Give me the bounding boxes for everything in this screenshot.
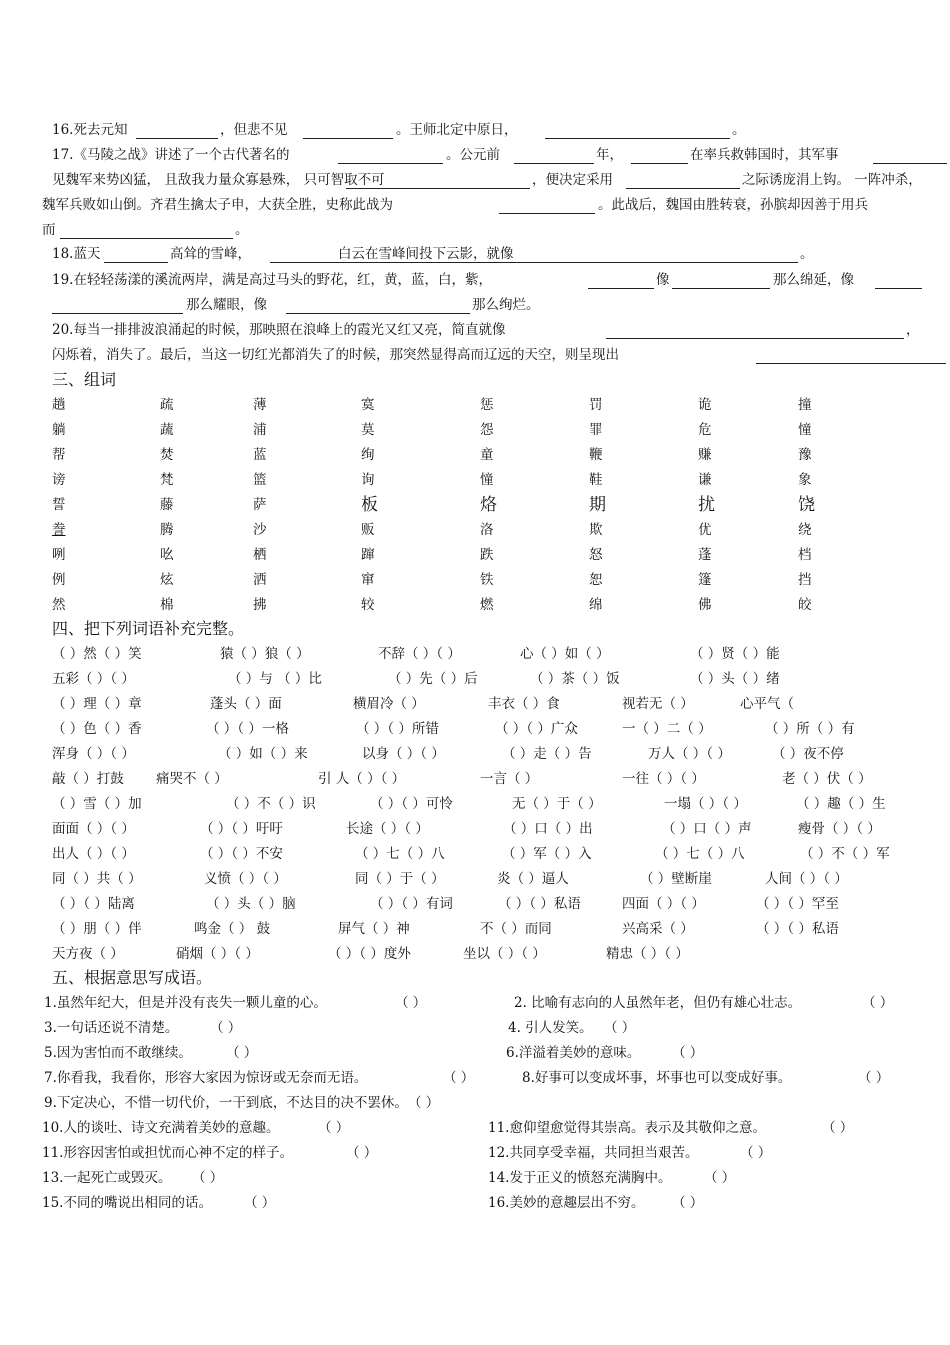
idiom-item[interactable]: （ ）（ ）所错 <box>356 721 439 737</box>
fill-in-text: 17.《马陵之战》讲述了一个古代著名的 <box>52 147 290 163</box>
word-char: 例 <box>52 572 66 588</box>
word-char: 佛 <box>698 597 712 613</box>
meaning-item: 13.一起死亡或毁灭。 <box>42 1170 172 1186</box>
idiom-item[interactable]: 硝烟（ ）（ ） <box>176 946 259 962</box>
word-char: 扰 <box>698 495 715 515</box>
fill-in-text: 那么耀眼，像 <box>186 297 267 313</box>
word-char: 鞭 <box>589 447 603 463</box>
word-char: 赚 <box>698 447 712 463</box>
idiom-item[interactable]: 不（ ）而同 <box>480 921 552 937</box>
idiom-item[interactable]: 屏气（ ）神 <box>338 921 410 937</box>
idiom-item[interactable]: 一往（ ）（ ） <box>622 771 705 787</box>
meaning-item[interactable]: （ ） <box>604 1020 636 1036</box>
word-char: 谦 <box>698 472 712 488</box>
meaning-item[interactable]: （ ） <box>346 1145 378 1161</box>
idiom-item[interactable]: （ ）然（ ）笑 <box>52 646 142 662</box>
meaning-item[interactable]: （ ） <box>318 1120 350 1136</box>
word-char: 期 <box>589 495 606 515</box>
section-heading: 四、把下列词语补充完整。 <box>52 619 245 638</box>
fill-in-text: 那么绚烂。 <box>472 297 540 313</box>
answer-blank[interactable] <box>756 363 946 364</box>
word-char: 焚 <box>160 447 174 463</box>
word-char: 燃 <box>480 597 494 613</box>
word-char: 罪 <box>589 422 603 438</box>
idiom-item[interactable]: （ ）趣（ ）生 <box>796 796 886 812</box>
idiom-item[interactable]: （ ）（ ）广众 <box>495 721 578 737</box>
meaning-item: 7.你看我，我看你，形容大家因为惊讶或无奈而无语。 <box>44 1070 368 1086</box>
meaning-item: 4. 引人发笑。 <box>508 1020 593 1036</box>
word-char: 洛 <box>480 522 494 538</box>
meaning-item[interactable]: （ ） <box>704 1170 736 1186</box>
word-char: 栖 <box>253 547 267 563</box>
word-char: 象 <box>798 472 812 488</box>
answer-blank[interactable] <box>875 288 922 289</box>
word-char: 寞 <box>361 397 375 413</box>
word-char: 誓 <box>52 497 66 513</box>
idiom-item[interactable]: （ ）（ ）罕至 <box>756 896 839 912</box>
meaning-item: 8.好事可以变成坏事，坏事也可以变成好事。 <box>522 1070 792 1086</box>
word-char: 拂 <box>253 597 267 613</box>
meaning-item[interactable]: （ ） <box>210 1020 242 1036</box>
word-char: 篷 <box>698 572 712 588</box>
meaning-item[interactable]: （ ） <box>226 1045 258 1061</box>
fill-in-text: ，便决定采用 <box>532 172 613 188</box>
idiom-item[interactable]: （ ）理（ ）章 <box>52 696 142 712</box>
idiom-item[interactable]: （ ）不（ ）识 <box>226 796 316 812</box>
idiom-item[interactable]: （ ）（ ）可怜 <box>370 796 453 812</box>
word-char: 莫 <box>361 422 375 438</box>
meaning-item[interactable]: （ ） <box>244 1195 276 1211</box>
word-char: 炫 <box>160 572 174 588</box>
idiom-item[interactable]: 人间（ ）（ ） <box>765 871 848 887</box>
answer-blank[interactable] <box>60 238 233 239</box>
word-char: 板 <box>361 495 378 515</box>
answer-blank[interactable] <box>514 163 594 164</box>
meaning-item: 2. 比喻有志向的人虽然年老，但仍有雄心壮志。 <box>514 995 802 1011</box>
word-char: 绚 <box>361 447 375 463</box>
word-char: 萨 <box>253 497 267 513</box>
fill-in-text: 。 <box>235 222 249 238</box>
word-char: 烙 <box>480 495 497 515</box>
idiom-item[interactable]: 猿（ ）狼（ ） <box>220 646 310 662</box>
idiom-item[interactable]: 万人（ ）（ ） <box>648 746 731 762</box>
idiom-item[interactable]: 坐以（ ）（ ） <box>463 946 546 962</box>
word-char: 恕 <box>589 572 603 588</box>
word-char: 吆 <box>160 547 174 563</box>
idiom-item[interactable]: （ ）夜不停 <box>772 746 844 762</box>
meaning-item: 11.愈仰望愈觉得其崇高。表示及其敬仰之意。 <box>488 1120 766 1136</box>
answer-blank[interactable] <box>626 188 740 189</box>
meaning-item[interactable]: （ ） <box>672 1045 704 1061</box>
word-char: 疏 <box>160 397 174 413</box>
word-char: 跌 <box>480 547 494 563</box>
idiom-item[interactable]: （ ）七（ ）八 <box>655 846 745 862</box>
meaning-item: 1.虽然年纪大，但是并没有丧失一颗儿童的心。 <box>44 995 327 1011</box>
meaning-item: 11.形容因害怕或担忧而心神不定的样子。 <box>42 1145 293 1161</box>
idiom-item[interactable]: （ ）口（ ）声 <box>662 821 752 837</box>
idiom-item[interactable]: 出人（ ）（ ） <box>52 846 135 862</box>
answer-blank[interactable] <box>303 138 393 139</box>
word-char: 誊 <box>52 522 66 538</box>
word-char: 诡 <box>698 397 712 413</box>
meaning-item[interactable]: （ ） <box>862 995 894 1011</box>
fill-in-text: 。公元前 <box>446 147 500 163</box>
word-char: 皎 <box>798 597 812 613</box>
meaning-item[interactable]: （ ） <box>858 1070 890 1086</box>
idiom-item[interactable]: （ ）（ ）私语 <box>756 921 839 937</box>
fill-in-text: 20.每当一排排波浪涌起的时候，那映照在浪峰上的霞光又红又亮，简直就像 <box>52 322 506 338</box>
answer-blank[interactable] <box>338 163 443 164</box>
idiom-item[interactable]: （ ）（ ）不安 <box>200 846 283 862</box>
fill-in-text: 闪烁着，消失了。最后，当这一切红光都消失了的时候，那突然显得高而辽远的天空，则呈现出 <box>52 347 619 363</box>
fill-in-text: 16.死去元知 <box>52 122 128 138</box>
word-char: 蓬 <box>698 547 712 563</box>
idiom-item[interactable]: 精忠（ ）（ ） <box>606 946 689 962</box>
idiom-item[interactable]: （ ）走（ ）告 <box>502 746 592 762</box>
fill-in-text: 像 <box>656 272 670 288</box>
idiom-item[interactable]: （ ）（ ）私语 <box>498 896 581 912</box>
word-char: 沙 <box>253 522 267 538</box>
idiom-item[interactable]: （ ）（ ）一格 <box>206 721 289 737</box>
meaning-item: 10.人的谈吐、诗文充满着美妙的意趣。 <box>42 1120 280 1136</box>
answer-blank[interactable] <box>104 262 168 263</box>
idiom-item[interactable]: （ ）朋（ ）伴 <box>52 921 142 937</box>
section-heading: 三、组词 <box>52 370 117 389</box>
meaning-item: 16.美妙的意趣层出不穷。 <box>488 1195 645 1211</box>
idiom-item[interactable]: 浑身（ ）（ ） <box>52 746 135 762</box>
idiom-item[interactable]: 同（ ）共（ ） <box>52 871 142 887</box>
fill-in-text: 而 <box>42 222 56 238</box>
idiom-item[interactable]: 天方夜（ ） <box>52 946 124 962</box>
idiom-item[interactable]: 蓬头（ ）面 <box>210 696 282 712</box>
idiom-item[interactable]: 引 人（ ）（ ） <box>318 771 406 787</box>
idiom-item[interactable]: 一塌（ ）（ ） <box>664 796 747 812</box>
idiom-item[interactable]: 鸣金（ ） 鼓 <box>194 921 271 937</box>
idiom-item[interactable]: （ ）茶（ ）饭 <box>530 671 620 687</box>
word-char: 饶 <box>798 495 815 515</box>
word-char: 洒 <box>253 572 267 588</box>
meaning-item: 6.洋溢着美妙的意味。 <box>506 1045 641 1061</box>
idiom-item[interactable]: 四面（ ）（ ） <box>622 896 705 912</box>
word-char: 蹿 <box>361 547 375 563</box>
idiom-item[interactable]: 面面（ ）（ ） <box>52 821 135 837</box>
word-char: 趟 <box>52 397 66 413</box>
idiom-item[interactable]: （ ）（ ）吁吁 <box>200 821 283 837</box>
answer-blank[interactable] <box>873 163 947 164</box>
meaning-item[interactable]: （ ） <box>740 1145 772 1161</box>
word-char: 豫 <box>798 447 812 463</box>
idiom-item[interactable]: （ ）雪（ ）加 <box>52 796 142 812</box>
word-char: 童 <box>480 447 494 463</box>
idiom-item[interactable]: 无（ ）于（ ） <box>512 796 602 812</box>
word-char: 欺 <box>589 522 603 538</box>
word-char: 然 <box>52 597 66 613</box>
fill-in-text: 高耸的雪峰， <box>170 246 251 262</box>
answer-blank[interactable] <box>672 288 770 289</box>
fill-in-text: 在率兵救韩国时，其军事 <box>690 147 839 163</box>
word-char: 谤 <box>52 472 66 488</box>
word-char: 薄 <box>253 397 267 413</box>
meaning-item[interactable]: （ ） <box>672 1195 704 1211</box>
idiom-item[interactable]: 心平气（ <box>740 696 794 712</box>
idiom-item[interactable]: 同（ ）于（ ） <box>355 871 445 887</box>
idiom-item[interactable]: （ ）头（ ）绪 <box>690 671 780 687</box>
meaning-item[interactable]: （ ） <box>822 1120 854 1136</box>
meaning-item: 3.一句话还说不清楚。 <box>44 1020 179 1036</box>
idiom-item[interactable]: 痛哭不（ ） <box>156 771 228 787</box>
word-char: 绵 <box>589 597 603 613</box>
fill-in-text: 19.在轻轻荡漾的溪流两岸，满是高过马头的野花，红，黄，蓝，白，紫， <box>52 272 492 288</box>
idiom-item[interactable]: 炎（ ）逼人 <box>497 871 569 887</box>
idiom-item[interactable]: （ ）（ ）度外 <box>328 946 411 962</box>
idiom-item[interactable]: 一（ ）二（ ） <box>622 721 712 737</box>
word-char: 藤 <box>160 497 174 513</box>
fill-in-text: 白云在雪峰间投下云影，就像 <box>338 246 514 262</box>
meaning-item[interactable]: （ ） <box>408 1095 440 1111</box>
meaning-item[interactable]: （ ） <box>192 1170 224 1186</box>
idiom-item[interactable]: （ ）壁断崖 <box>640 871 712 887</box>
idiom-item[interactable]: （ ）（ ）有词 <box>370 896 453 912</box>
idiom-item[interactable]: （ ）如（ ）来 <box>218 746 308 762</box>
word-char: 铁 <box>480 572 494 588</box>
idiom-item[interactable]: 心（ ）如（ ） <box>520 646 610 662</box>
word-char: 档 <box>798 547 812 563</box>
word-char: 贩 <box>361 522 375 538</box>
word-char: 篮 <box>253 472 267 488</box>
idiom-item[interactable]: （ ）先（ ）后 <box>388 671 478 687</box>
meaning-item[interactable]: （ ） <box>443 1070 475 1086</box>
idiom-item[interactable]: （ ）七（ ）八 <box>355 846 445 862</box>
idiom-item[interactable]: 长途（ ）（ ） <box>346 821 429 837</box>
section-heading: 五、根据意思写成语。 <box>52 968 213 987</box>
word-char: 询 <box>361 472 375 488</box>
idiom-item[interactable]: （ ）贤（ ）能 <box>690 646 780 662</box>
word-char: 腾 <box>160 522 174 538</box>
answer-blank[interactable] <box>270 262 798 263</box>
fill-in-text: 魏军兵败如山倒。齐君生擒太子申，大获全胜，史称此战为 <box>42 197 393 213</box>
idiom-item[interactable]: （ ）（ ）陆离 <box>52 896 135 912</box>
idiom-item[interactable]: 老（ ）伏（ ） <box>782 771 872 787</box>
answer-blank[interactable] <box>545 138 730 139</box>
word-char: 躺 <box>52 422 66 438</box>
meaning-item: 9.下定决心，不惜一切代价，一干到底，不达目的决不罢休。 <box>44 1095 408 1111</box>
meaning-item: 14.发于正义的愤怒充满胸中。 <box>488 1170 672 1186</box>
fill-in-text: 18.蓝天 <box>52 246 101 262</box>
idiom-item[interactable]: 视若无（ ） <box>622 696 694 712</box>
word-char: 蔬 <box>160 422 174 438</box>
fill-in-text: 年， <box>596 147 623 163</box>
word-char: 较 <box>361 597 375 613</box>
fill-in-text: 。 <box>732 122 746 138</box>
answer-blank[interactable] <box>606 338 904 339</box>
word-char: 优 <box>698 522 712 538</box>
word-char: 棉 <box>160 597 174 613</box>
idiom-item[interactable]: 丰衣（ ）食 <box>488 696 560 712</box>
fill-in-text: 见魏军来势凶猛， 且敌我力量众寡悬殊， 只可智取不可 <box>52 172 385 188</box>
word-char: 惩 <box>480 397 494 413</box>
idiom-item[interactable]: （ ）色（ ）香 <box>52 721 142 737</box>
idiom-item[interactable]: 以身（ ）（ ） <box>362 746 445 762</box>
word-char: 憧 <box>798 422 812 438</box>
word-char: 梵 <box>160 472 174 488</box>
word-char: 罚 <box>589 397 603 413</box>
word-char: 绕 <box>798 522 812 538</box>
idiom-item[interactable]: （ ）不（ ）军 <box>800 846 890 862</box>
idiom-item[interactable]: （ ）口（ ）出 <box>503 821 593 837</box>
idiom-item[interactable]: 横眉冷（ ） <box>353 696 425 712</box>
meaning-item: 15.不同的嘴说出相同的话。 <box>42 1195 212 1211</box>
meaning-item: 5.因为害怕而不敢继续。 <box>44 1045 192 1061</box>
fill-in-text: 。 <box>800 246 814 262</box>
answer-blank[interactable] <box>286 313 470 314</box>
idiom-item[interactable]: 不辞（ ）（ ） <box>378 646 461 662</box>
idiom-item[interactable]: （ ）头（ ）脑 <box>206 896 296 912</box>
word-char: 撞 <box>798 397 812 413</box>
word-char: 浦 <box>253 422 267 438</box>
meaning-item[interactable]: （ ） <box>395 995 427 1011</box>
meaning-item: 12.共同享受幸福，共同担当艰苦。 <box>488 1145 699 1161</box>
idiom-item[interactable]: （ ）所（ ）有 <box>765 721 855 737</box>
answer-blank[interactable] <box>346 188 530 189</box>
idiom-item[interactable]: 兴高采（ ） <box>622 921 694 937</box>
answer-blank[interactable] <box>588 288 654 289</box>
idiom-item[interactable]: 一言（ ） <box>480 771 539 787</box>
word-char: 怨 <box>480 422 494 438</box>
word-char: 蓝 <box>253 447 267 463</box>
fill-in-text: 。此战后，魏国由胜转衰，孙膑却因善于用兵 <box>598 197 868 213</box>
word-char: 危 <box>698 422 712 438</box>
word-char: 憧 <box>480 472 494 488</box>
fill-in-text: ， <box>906 322 920 338</box>
idiom-item[interactable]: 义愤（ ）（ ） <box>204 871 287 887</box>
fill-in-text: 。王师北定中原日， <box>396 122 518 138</box>
idiom-item[interactable]: （ ）与 （ ）比 <box>228 671 322 687</box>
fill-in-text: ，但悲不见 <box>220 122 288 138</box>
fill-in-text: 那么绵延，像 <box>773 272 854 288</box>
answer-blank[interactable] <box>136 138 218 139</box>
word-char: 窜 <box>361 572 375 588</box>
fill-in-text: 之际诱庞涓上钩。 一阵冲杀， <box>742 172 922 188</box>
answer-blank[interactable] <box>631 163 688 164</box>
idiom-item[interactable]: 敲（ ）打鼓 <box>52 771 124 787</box>
word-char: 鞋 <box>589 472 603 488</box>
word-char: 帮 <box>52 447 66 463</box>
idiom-item[interactable]: 五彩（ ）（ ） <box>52 671 135 687</box>
idiom-item[interactable]: （ ）军（ ）入 <box>502 846 592 862</box>
idiom-item[interactable]: 瘦骨（ ）（ ） <box>798 821 881 837</box>
answer-blank[interactable] <box>499 213 595 214</box>
word-char: 怒 <box>589 547 603 563</box>
word-char: 挡 <box>798 572 812 588</box>
word-char: 咧 <box>52 547 66 563</box>
answer-blank[interactable] <box>52 313 183 314</box>
